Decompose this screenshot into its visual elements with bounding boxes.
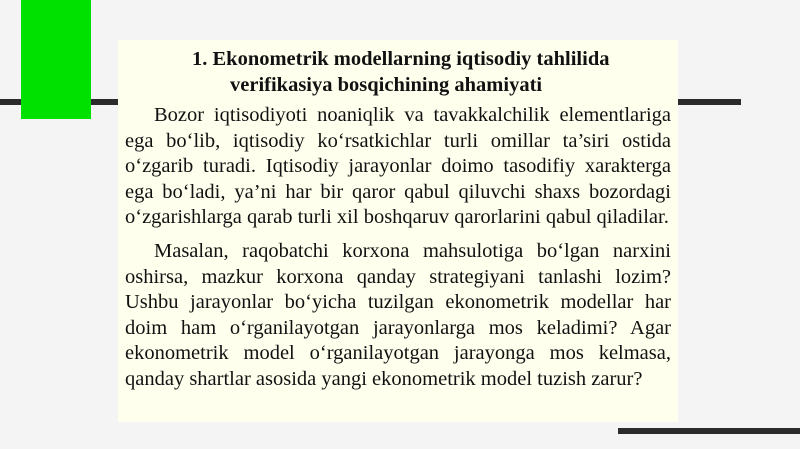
decorative-line-right (677, 99, 741, 105)
decorative-line-bottom (618, 428, 800, 434)
slide-content (118, 40, 678, 422)
paragraph-2: Masalan, raqobatchi korxona mahsulotiga bo‘lgan narxini oshirsa, mazkur korxona qanday strategiyani tanlashi lozim? Ushbu jarayonlar bo‘yicha tuzilgan ekonometrik modellar har doim ham o‘rganilayotgan jarayonlarga mos keladimi? Agar ekonometrik model o‘rganilayotgan jarayonga mos kelmasa, qanday shartlar asosida yangi ekonometrik model tuzish zarur? (125, 239, 671, 390)
slide-title-line-2: verifikasiya bosqichining ahamiyati (230, 74, 543, 96)
paragraph-1: Bozor iqtisodiyoti noaniqlik va tavakkalchilik elementlariga ega bo‘lib, iqtisodiy ko‘rsatkichlar turli omillar ta’siri ostida o‘zgarib turadi. Iqtisodiy jarayonlar doimo tasodifiy xarakterga ega bo‘ladi, ya’ni har bir qaror qabul qiluvchi shaxs bozordagi o‘zgarishlarga qarab turli xil boshqaruv qarorlarini qabul qiladilar. (125, 104, 671, 229)
slide-body (125, 103, 671, 401)
accent-block (21, 0, 91, 119)
slide-title-line-1: 1. Ekonometrik modellarning iqtisodiy tahlilida (192, 48, 610, 70)
slide-title (118, 46, 678, 98)
